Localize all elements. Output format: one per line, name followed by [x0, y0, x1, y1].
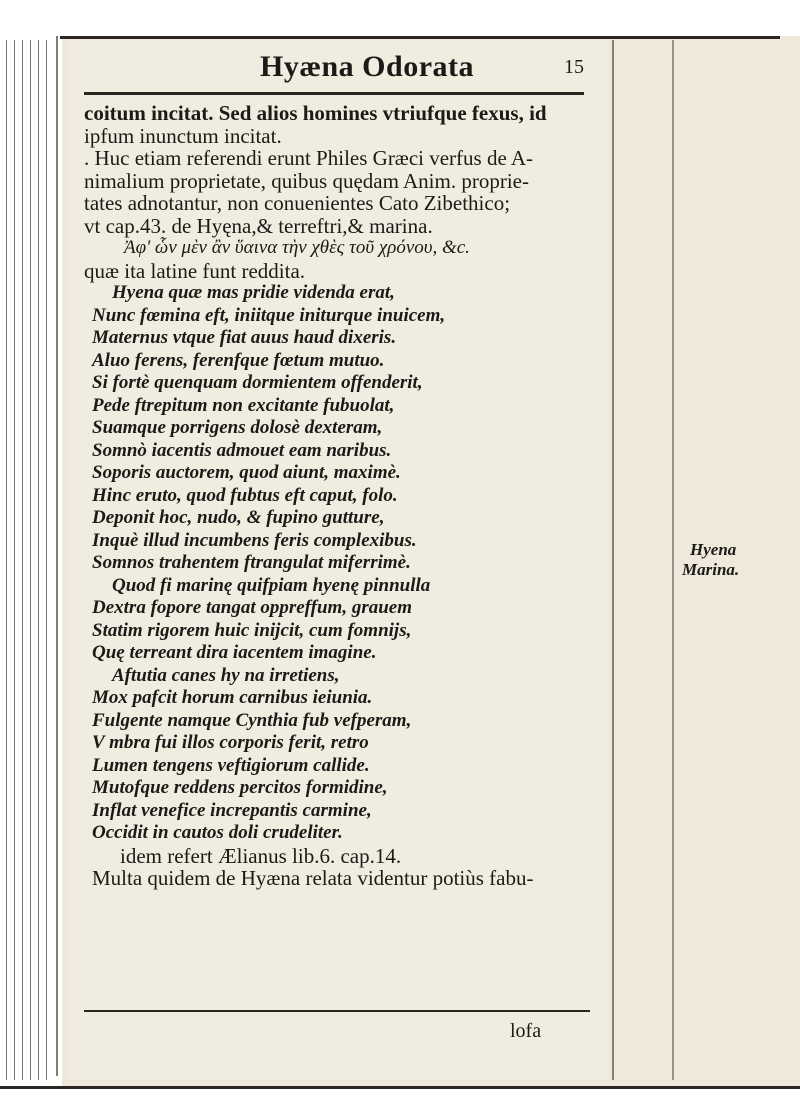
prose-line: Multa quidem de Hyæna relata videntur potiùs fabu-: [92, 866, 534, 890]
margin-note: Hyena: [690, 540, 737, 559]
verse-line: Somnos trahentem ftrangulat miferrimè.: [92, 552, 411, 573]
page-number: 15: [564, 56, 584, 78]
page-right-edge: [612, 40, 614, 1080]
verse-line: Si fortè quenquam dormientem offenderit,: [92, 372, 423, 393]
verse-line: Dextra fopore tangat oppreffum, grauem: [92, 597, 413, 618]
margin-note: Marina.: [682, 560, 740, 579]
prose-line: vt cap.43. de Hyęna,& terreftri,& marina.: [84, 213, 433, 238]
verse-line: Fulgente namque Cynthia fub vefperam,: [92, 709, 412, 731]
top-page-edge: [60, 36, 780, 39]
verse-line: Mox pafcit horum carnibus ieiunia.: [92, 687, 373, 708]
verse-line: Hinc eruto, quod fubtus eft caput, folo.: [92, 484, 398, 506]
verse-line: Deponit hoc, nudo, & fupino gutture,: [92, 507, 385, 528]
footer-rule: [84, 1010, 590, 1012]
outer-page-edge: [672, 40, 674, 1080]
verse-line: Maternus vtque fiat auus haud dixeris.: [92, 327, 397, 348]
greek-quotation: Ἀφ' ὧν μὲν ἂν ὕαινα τὴν χθὲς τοῦ χρόνου, &c.: [124, 237, 470, 258]
left-gutter-line: [56, 36, 58, 1076]
verse-line: Aluo ferens, ferenfque fœtum mutuo.: [92, 349, 385, 371]
running-head-rule: [84, 92, 584, 95]
prose-line: coitum incitat. Sed alios homines vtriufque fexus, id: [84, 101, 547, 125]
verse-line: Somnò iacentis admouet eam naribus.: [92, 439, 392, 461]
verse-line: Aftutia canes hy na irretiens,: [112, 664, 340, 686]
verse-line: Statim rigorem huic inijcit, cum fomnijs,: [92, 619, 412, 641]
verse-line: V mbra fui illos corporis ferit, retro: [92, 732, 369, 753]
prose-line: quæ ita latine funt reddita.: [84, 258, 306, 283]
verse-line: Quod fi marinę quifpiam hyenę pinnulla: [112, 574, 431, 596]
verse-line: Inflat venefice increpantis carmine,: [92, 799, 372, 821]
verse-line: Quę terreant dira iacentem imagine.: [92, 642, 377, 663]
running-head-title: Hyæna Odorata: [260, 50, 475, 83]
prose-line: nimalium proprietate, quibus quędam Anim. proprie-: [84, 168, 529, 193]
verse-line: Hyena quæ mas pridie videnda erat,: [112, 282, 395, 303]
verse-line: Soporis auctorem, quod aiunt, maximè.: [92, 462, 401, 483]
verse-line: Occidit in cautos doli crudeliter.: [92, 822, 343, 843]
verse-line: Inquè illud incumbens feris complexibus.: [92, 529, 417, 551]
verse-line: Mutofque reddens percitos formidine,: [92, 777, 388, 798]
running-head: [84, 50, 584, 90]
bottom-page-edge: [0, 1086, 800, 1089]
prose-line: idem refert Ælianus lib.6. cap.14.: [120, 843, 402, 868]
prose-line: tates adnotantur, non conuenientes Cato Zibethico;: [84, 191, 511, 215]
verse-line: Nunc fœmina eft, iniitque initurque inuicem,: [92, 304, 446, 326]
prose-line: ipfum inunctum incitat.: [84, 123, 282, 148]
verse-line: Suamque porrigens dolosè dexteram,: [92, 417, 383, 438]
verse-line: Pede ftrepitum non excitante fubuolat,: [92, 394, 395, 416]
prose-line: . Huc etiam referendi erunt Philes Græci verfus de A-: [84, 146, 534, 170]
verse-line: Lumen tengens veftigiorum callide.: [92, 754, 370, 776]
catchword: lofa: [510, 1020, 542, 1042]
